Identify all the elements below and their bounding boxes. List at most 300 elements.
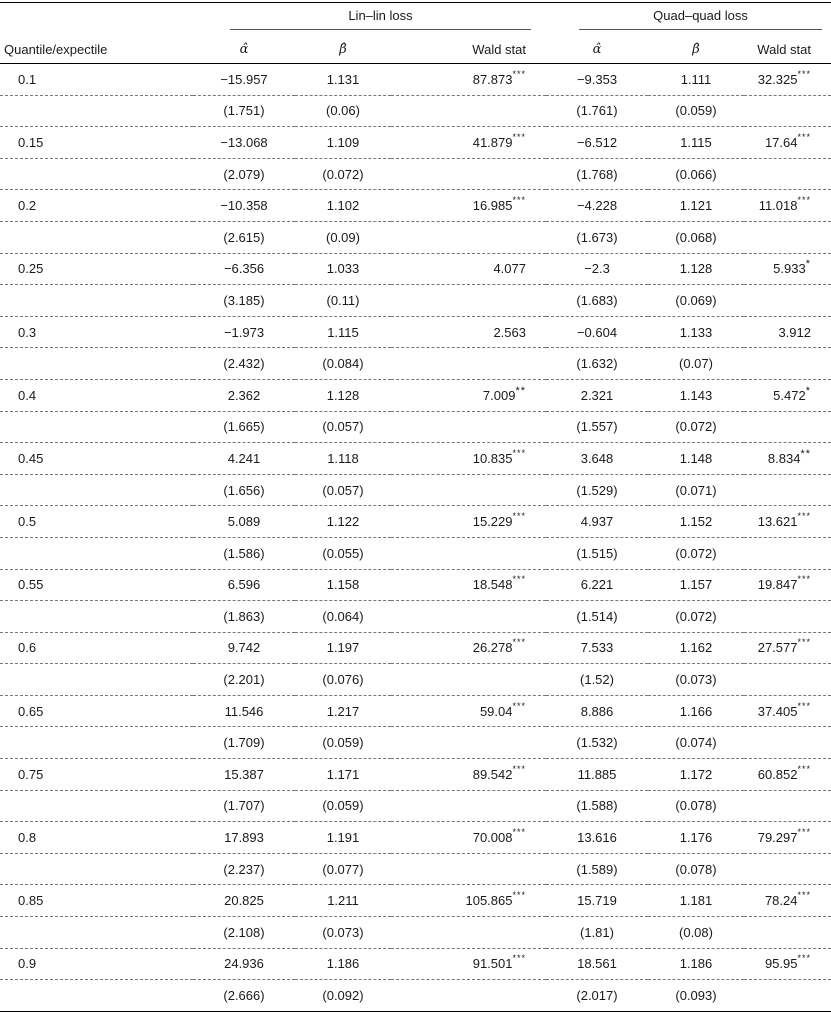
se-beta-quad-cell: (0.074) xyxy=(648,727,744,759)
alpha-lin-cell-value: 20.825 xyxy=(224,893,264,909)
alpha-quad-cell-value: 2.321 xyxy=(580,387,614,403)
alpha-quad-cell-value: −9.353 xyxy=(576,71,618,87)
blank-cell xyxy=(391,917,546,949)
se-beta-lin-cell: (0.11) xyxy=(295,285,391,317)
se-alpha-quad-cell: (1.557) xyxy=(546,411,648,443)
se-alpha-quad-cell: (1.81) xyxy=(546,917,648,949)
quantile-cell xyxy=(0,822,193,854)
group-header-lin-lin xyxy=(193,3,546,36)
alpha-lin-cell xyxy=(193,253,295,285)
quantile-cell xyxy=(0,632,193,664)
blank-cell xyxy=(0,664,193,696)
quantile-cell xyxy=(0,64,193,96)
quantile-cell-value: 0.8 xyxy=(18,830,37,846)
beta-lin-cell xyxy=(295,759,391,791)
wald-quad-cell-value: 95.95 xyxy=(764,956,798,972)
se-alpha-lin-cell: (1.665) xyxy=(193,411,295,443)
alpha-hat-symbol: α̂ xyxy=(239,42,249,57)
alpha-lin-cell xyxy=(193,190,295,222)
beta-lin-cell xyxy=(295,822,391,854)
table-row-estimate xyxy=(0,443,831,475)
alpha-quad-cell-value: 18.561 xyxy=(577,956,617,972)
header-row-columns xyxy=(0,35,831,64)
wald-quad-cell xyxy=(744,822,831,854)
significance-stars: *** xyxy=(512,447,526,458)
blank-cell xyxy=(0,917,193,949)
wald-quad-cell-value: 19.847 xyxy=(757,577,798,593)
group-header-quad-quad xyxy=(546,3,831,36)
table-row-std-error xyxy=(0,95,831,127)
table-row-std-error xyxy=(0,348,831,380)
column-header-alpha-2 xyxy=(546,35,648,64)
blank-cell xyxy=(744,664,831,696)
wald-quad-cell-value: 5.472 xyxy=(773,387,806,403)
wald-lin-cell-value: 105.865 xyxy=(465,893,513,909)
alpha-quad-cell-value: 7.533 xyxy=(580,640,614,656)
alpha-quad-cell xyxy=(546,506,648,538)
wald-lin-cell-value: 7.009 xyxy=(482,387,516,403)
alpha-hat-symbol: α̂ xyxy=(592,42,602,57)
wald-lin-cell-value: 10.835 xyxy=(472,450,513,466)
table-row-std-error xyxy=(0,285,831,317)
se-beta-lin-cell: (0.06) xyxy=(295,95,391,127)
beta-quad-cell xyxy=(648,569,744,601)
significance-stars: * xyxy=(805,258,811,271)
se-beta-quad-cell: (0.066) xyxy=(648,158,744,190)
quantile-cell-value: 0.6 xyxy=(18,640,37,656)
wald-quad-cell xyxy=(744,759,831,791)
table-row-estimate xyxy=(0,569,831,601)
alpha-lin-cell xyxy=(193,822,295,854)
beta-lin-cell xyxy=(295,632,391,664)
beta-quad-cell xyxy=(648,695,744,727)
se-alpha-lin-cell: (2.201) xyxy=(193,664,295,696)
beta-quad-cell-value: 1.176 xyxy=(679,830,713,846)
blank-cell xyxy=(0,537,193,569)
blank-cell xyxy=(391,95,546,127)
alpha-quad-cell-value: −0.604 xyxy=(576,324,618,340)
blank-cell xyxy=(391,158,546,190)
significance-stars: *** xyxy=(797,700,811,711)
table-row-std-error xyxy=(0,727,831,759)
significance-stars: *** xyxy=(512,68,526,79)
alpha-quad-cell xyxy=(546,190,648,222)
se-beta-lin-cell: (0.064) xyxy=(295,601,391,633)
wald-lin-cell-value: 2.563 xyxy=(493,324,526,340)
wald-quad-cell xyxy=(744,253,831,285)
se-alpha-quad-cell: (1.632) xyxy=(546,348,648,380)
alpha-lin-cell xyxy=(193,695,295,727)
se-beta-lin-cell: (0.057) xyxy=(295,411,391,443)
beta-lin-cell xyxy=(295,569,391,601)
se-beta-quad-cell: (0.069) xyxy=(648,285,744,317)
alpha-quad-cell-value: 4.937 xyxy=(580,514,614,530)
se-alpha-quad-cell: (1.52) xyxy=(546,664,648,696)
blank-cell xyxy=(391,474,546,506)
significance-stars: * xyxy=(805,384,811,397)
wald-quad-cell-value: 17.64 xyxy=(764,134,798,150)
se-alpha-lin-cell: (1.709) xyxy=(193,727,295,759)
beta-lin-cell xyxy=(295,379,391,411)
significance-stars: *** xyxy=(512,574,526,585)
alpha-lin-cell xyxy=(193,948,295,980)
column-header-beta-1 xyxy=(295,35,391,64)
se-alpha-lin-cell: (2.108) xyxy=(193,917,295,949)
table-row-estimate xyxy=(0,822,831,854)
wald-quad-cell xyxy=(744,316,831,348)
alpha-quad-cell-value: 6.221 xyxy=(580,577,614,593)
wald-quad-cell xyxy=(744,190,831,222)
alpha-lin-cell xyxy=(193,569,295,601)
beta-quad-cell xyxy=(648,64,744,96)
se-alpha-quad-cell: (1.529) xyxy=(546,474,648,506)
alpha-lin-cell xyxy=(193,316,295,348)
table-row-estimate xyxy=(0,64,831,96)
table-row-std-error xyxy=(0,221,831,253)
beta-quad-cell-value: 1.148 xyxy=(679,450,713,466)
wald-lin-cell xyxy=(391,253,546,285)
beta-quad-cell-value: 1.166 xyxy=(679,703,713,719)
column-header-wald-2: Wald stat xyxy=(744,35,831,64)
beta-quad-cell xyxy=(648,948,744,980)
quantile-cell xyxy=(0,695,193,727)
alpha-quad-cell-value: −4.228 xyxy=(576,198,618,214)
blank-cell xyxy=(744,917,831,949)
table-row-std-error xyxy=(0,474,831,506)
alpha-quad-cell xyxy=(546,885,648,917)
table-row-std-error xyxy=(0,158,831,190)
significance-stars: *** xyxy=(797,763,811,774)
significance-stars: *** xyxy=(512,131,526,142)
beta-lin-cell-value: 1.158 xyxy=(326,577,360,593)
header-row-groups xyxy=(0,3,831,36)
table-row-estimate xyxy=(0,632,831,664)
se-alpha-quad-cell: (1.768) xyxy=(546,158,648,190)
se-alpha-quad-cell: (2.017) xyxy=(546,980,648,1012)
blank-cell xyxy=(0,221,193,253)
significance-stars: *** xyxy=(797,68,811,79)
wald-lin-cell xyxy=(391,64,546,96)
beta-hat-symbol: β̂ xyxy=(339,42,347,57)
header-blank xyxy=(0,3,193,36)
table-header xyxy=(0,3,831,64)
se-alpha-lin-cell: (2.666) xyxy=(193,980,295,1012)
group-label-quad-quad: Quad–quad loss xyxy=(579,8,822,30)
beta-quad-cell xyxy=(648,127,744,159)
alpha-quad-cell xyxy=(546,569,648,601)
se-alpha-lin-cell: (1.863) xyxy=(193,601,295,633)
significance-stars: *** xyxy=(797,574,811,585)
se-beta-lin-cell: (0.077) xyxy=(295,853,391,885)
wald-quad-cell-value: 79.297 xyxy=(757,830,798,846)
alpha-quad-cell xyxy=(546,443,648,475)
alpha-lin-cell-value: 5.089 xyxy=(227,514,261,530)
significance-stars: *** xyxy=(512,637,526,648)
beta-lin-cell xyxy=(295,948,391,980)
alpha-lin-cell-value: −6.356 xyxy=(223,261,265,277)
wald-quad-cell xyxy=(744,506,831,538)
beta-quad-cell-value: 1.157 xyxy=(679,577,713,593)
wald-quad-cell xyxy=(744,885,831,917)
wald-lin-cell-value: 16.985 xyxy=(472,198,513,214)
beta-lin-cell xyxy=(295,695,391,727)
wald-lin-cell-value: 41.879 xyxy=(472,134,513,150)
wald-lin-cell-value: 26.278 xyxy=(472,640,513,656)
beta-quad-cell xyxy=(648,379,744,411)
alpha-lin-cell xyxy=(193,127,295,159)
wald-quad-cell xyxy=(744,127,831,159)
beta-quad-cell-value: 1.152 xyxy=(679,514,713,530)
blank-cell xyxy=(391,348,546,380)
alpha-quad-cell xyxy=(546,253,648,285)
alpha-quad-cell-value: 8.886 xyxy=(580,703,614,719)
beta-lin-cell-value: 1.033 xyxy=(326,261,360,277)
significance-stars: *** xyxy=(797,953,811,964)
quantile-cell xyxy=(0,759,193,791)
se-alpha-quad-cell: (1.515) xyxy=(546,537,648,569)
wald-lin-cell xyxy=(391,632,546,664)
blank-cell xyxy=(391,537,546,569)
beta-lin-cell-value: 1.217 xyxy=(326,703,360,719)
quantile-cell xyxy=(0,569,193,601)
wald-lin-cell xyxy=(391,379,546,411)
quantile-cell-value: 0.5 xyxy=(18,514,37,530)
significance-stars: *** xyxy=(512,827,526,838)
se-beta-lin-cell: (0.092) xyxy=(295,980,391,1012)
alpha-lin-cell xyxy=(193,759,295,791)
se-beta-lin-cell: (0.076) xyxy=(295,664,391,696)
wald-lin-cell xyxy=(391,443,546,475)
beta-lin-cell-value: 1.171 xyxy=(326,766,360,782)
alpha-lin-cell xyxy=(193,506,295,538)
alpha-lin-cell xyxy=(193,379,295,411)
wald-quad-cell xyxy=(744,443,831,475)
quantile-cell xyxy=(0,506,193,538)
significance-stars: ** xyxy=(800,447,811,460)
table-row-std-error xyxy=(0,853,831,885)
alpha-lin-cell-value: 4.241 xyxy=(227,450,261,466)
wald-lin-cell xyxy=(391,316,546,348)
wald-quad-cell-value: 60.852 xyxy=(757,766,798,782)
quantile-cell-value: 0.25 xyxy=(18,261,44,277)
se-alpha-lin-cell: (1.707) xyxy=(193,790,295,822)
blank-cell xyxy=(391,664,546,696)
blank-cell xyxy=(0,285,193,317)
beta-lin-cell-value: 1.191 xyxy=(326,830,360,846)
significance-stars: *** xyxy=(797,131,811,142)
column-header-quantile: Quantile/expectile xyxy=(0,35,193,64)
beta-lin-cell-value: 1.102 xyxy=(326,198,360,214)
beta-lin-cell-value: 1.128 xyxy=(326,387,360,403)
se-alpha-lin-cell: (1.656) xyxy=(193,474,295,506)
quantile-cell xyxy=(0,885,193,917)
blank-cell xyxy=(744,285,831,317)
beta-lin-cell-value: 1.131 xyxy=(326,71,360,87)
beta-quad-cell xyxy=(648,443,744,475)
wald-lin-cell xyxy=(391,759,546,791)
significance-stars: *** xyxy=(512,195,526,206)
se-alpha-lin-cell: (1.751) xyxy=(193,95,295,127)
table-row-estimate xyxy=(0,127,831,159)
blank-cell xyxy=(391,601,546,633)
quantile-cell-value: 0.45 xyxy=(18,450,44,466)
blank-cell xyxy=(744,158,831,190)
beta-lin-cell-value: 1.186 xyxy=(326,956,360,972)
quantile-cell xyxy=(0,253,193,285)
beta-lin-cell-value: 1.122 xyxy=(326,514,360,530)
wald-lin-cell-value: 59.04 xyxy=(479,703,513,719)
se-alpha-lin-cell: (1.586) xyxy=(193,537,295,569)
se-alpha-quad-cell: (1.673) xyxy=(546,221,648,253)
quantile-cell-value: 0.65 xyxy=(18,703,44,719)
beta-lin-cell-value: 1.211 xyxy=(327,893,359,909)
se-beta-quad-cell: (0.072) xyxy=(648,537,744,569)
quantile-cell xyxy=(0,190,193,222)
table-row-std-error xyxy=(0,664,831,696)
quantile-cell xyxy=(0,948,193,980)
blank-cell xyxy=(391,285,546,317)
alpha-lin-cell-value: 11.546 xyxy=(224,703,264,719)
alpha-lin-cell xyxy=(193,64,295,96)
se-alpha-quad-cell: (1.514) xyxy=(546,601,648,633)
alpha-quad-cell xyxy=(546,127,648,159)
beta-quad-cell xyxy=(648,506,744,538)
beta-quad-cell-value: 1.172 xyxy=(679,766,713,782)
beta-lin-cell-value: 1.115 xyxy=(327,324,359,340)
se-beta-quad-cell: (0.059) xyxy=(648,95,744,127)
significance-stars: *** xyxy=(797,511,811,522)
beta-lin-cell-value: 1.109 xyxy=(326,134,360,150)
se-alpha-lin-cell: (2.237) xyxy=(193,853,295,885)
blank-cell xyxy=(0,853,193,885)
column-header-alpha-1 xyxy=(193,35,295,64)
table-row-estimate xyxy=(0,190,831,222)
significance-stars: *** xyxy=(797,637,811,648)
beta-quad-cell-value: 1.181 xyxy=(679,893,713,909)
wald-lin-cell xyxy=(391,695,546,727)
alpha-quad-cell-value: 11.885 xyxy=(577,766,617,782)
alpha-lin-cell-value: 17.893 xyxy=(224,830,264,846)
wald-quad-cell-value: 32.325 xyxy=(757,71,798,87)
alpha-lin-cell xyxy=(193,885,295,917)
blank-cell xyxy=(744,221,831,253)
alpha-lin-cell-value: 6.596 xyxy=(227,577,261,593)
quantile-cell-value: 0.75 xyxy=(18,766,44,782)
significance-stars: *** xyxy=(512,511,526,522)
alpha-lin-cell xyxy=(193,443,295,475)
wald-quad-cell xyxy=(744,379,831,411)
quantile-cell-value: 0.9 xyxy=(18,956,37,972)
beta-quad-cell-value: 1.115 xyxy=(680,134,712,150)
wald-quad-cell xyxy=(744,64,831,96)
beta-quad-cell-value: 1.128 xyxy=(679,261,713,277)
quantile-cell-value: 0.3 xyxy=(18,324,37,340)
alpha-quad-cell xyxy=(546,379,648,411)
quantile-cell-value: 0.85 xyxy=(18,893,44,909)
quantile-cell xyxy=(0,443,193,475)
wald-lin-cell-value: 70.008 xyxy=(472,830,513,846)
blank-cell xyxy=(391,221,546,253)
blank-cell xyxy=(744,348,831,380)
wald-lin-cell-value: 87.873 xyxy=(472,71,513,87)
group-label-lin-lin: Lin–lin loss xyxy=(230,8,531,30)
alpha-quad-cell xyxy=(546,316,648,348)
se-beta-quad-cell: (0.073) xyxy=(648,664,744,696)
alpha-lin-cell-value: 15.387 xyxy=(224,766,264,782)
se-alpha-quad-cell: (1.761) xyxy=(546,95,648,127)
quantile-cell xyxy=(0,316,193,348)
quantile-cell-value: 0.15 xyxy=(18,134,44,150)
beta-quad-cell xyxy=(648,253,744,285)
se-beta-quad-cell: (0.07) xyxy=(648,348,744,380)
table-row-estimate xyxy=(0,506,831,538)
wald-lin-cell xyxy=(391,885,546,917)
se-beta-quad-cell: (0.078) xyxy=(648,853,744,885)
beta-quad-cell-value: 1.143 xyxy=(679,387,713,403)
alpha-quad-cell-value: 3.648 xyxy=(580,450,614,466)
wald-quad-cell-value: 78.24 xyxy=(764,893,798,909)
alpha-lin-cell-value: 9.742 xyxy=(227,640,261,656)
wald-quad-cell xyxy=(744,569,831,601)
blank-cell xyxy=(0,601,193,633)
alpha-lin-cell-value: −1.973 xyxy=(223,324,265,340)
blank-cell xyxy=(744,95,831,127)
blank-cell xyxy=(0,474,193,506)
significance-stars: *** xyxy=(797,827,811,838)
alpha-lin-cell-value: 24.936 xyxy=(224,956,264,972)
table-row-std-error xyxy=(0,917,831,949)
table-body xyxy=(0,64,831,1012)
table-row-std-error xyxy=(0,537,831,569)
blank-cell xyxy=(391,727,546,759)
blank-cell xyxy=(744,601,831,633)
se-beta-lin-cell: (0.072) xyxy=(295,158,391,190)
blank-cell xyxy=(0,95,193,127)
wald-lin-cell xyxy=(391,506,546,538)
wald-lin-cell-value: 91.501 xyxy=(472,956,513,972)
se-beta-lin-cell: (0.055) xyxy=(295,537,391,569)
column-header-wald-1: Wald stat xyxy=(391,35,546,64)
se-beta-quad-cell: (0.072) xyxy=(648,411,744,443)
table-row-estimate xyxy=(0,759,831,791)
se-beta-quad-cell: (0.078) xyxy=(648,790,744,822)
blank-cell xyxy=(0,411,193,443)
blank-cell xyxy=(0,790,193,822)
blank-cell xyxy=(744,474,831,506)
alpha-lin-cell-value: −13.068 xyxy=(220,134,268,150)
beta-lin-cell xyxy=(295,127,391,159)
se-alpha-quad-cell: (1.589) xyxy=(546,853,648,885)
alpha-quad-cell xyxy=(546,632,648,664)
blank-cell xyxy=(0,348,193,380)
alpha-lin-cell-value: 2.362 xyxy=(227,387,261,403)
alpha-quad-cell xyxy=(546,948,648,980)
significance-stars: ** xyxy=(515,384,526,397)
se-beta-quad-cell: (0.08) xyxy=(648,917,744,949)
wald-lin-cell xyxy=(391,190,546,222)
blank-cell xyxy=(744,853,831,885)
se-alpha-lin-cell: (3.185) xyxy=(193,285,295,317)
blank-cell xyxy=(744,537,831,569)
wald-quad-cell-value: 37.405 xyxy=(757,703,798,719)
wald-lin-cell xyxy=(391,127,546,159)
se-beta-lin-cell: (0.073) xyxy=(295,917,391,949)
alpha-quad-cell-value: 13.616 xyxy=(577,830,617,846)
beta-quad-cell-value: 1.186 xyxy=(679,956,713,972)
blank-cell xyxy=(391,853,546,885)
alpha-quad-cell xyxy=(546,695,648,727)
beta-quad-cell xyxy=(648,190,744,222)
